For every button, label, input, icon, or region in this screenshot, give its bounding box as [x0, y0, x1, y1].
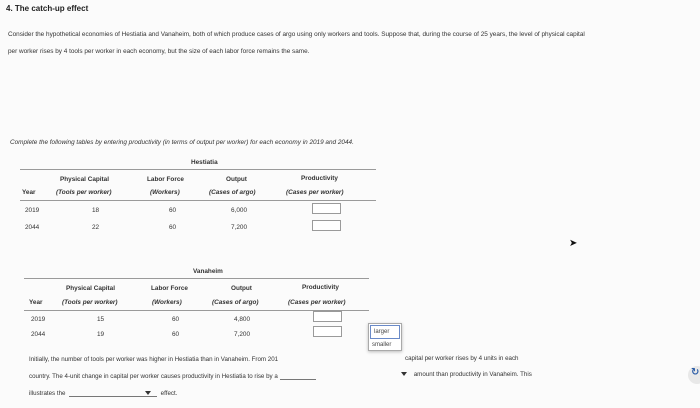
col-labor: Labor Force: [151, 285, 188, 292]
intro-paragraph: Consider the hypothetical economies of Hestiatia and Vanaheim, both of which produce cases of argo using only workers and tools. Suppose that, during the course of 25 years, the level of physical capital per worker rises by 4 tools per worker in each economy, but the size of each labor force remains the same.: [8, 31, 585, 55]
productivity-input-vanaheim-2019[interactable]: [313, 311, 342, 322]
col-productivity: Productivity: [301, 175, 338, 182]
col-year: Year: [29, 299, 43, 306]
productivity-input-hestiatia-2019[interactable]: [312, 203, 341, 214]
conclusion-text: effect.: [160, 390, 178, 397]
table-cell: 60: [169, 207, 177, 214]
col-labor: Labor Force: [147, 176, 184, 183]
productivity-input-hestiatia-2044[interactable]: [312, 220, 341, 231]
comparison-dropdown-menu[interactable]: [368, 323, 402, 351]
table-cell: 7,200: [231, 224, 247, 231]
question-title: 4. The catch-up effect: [6, 4, 89, 13]
col-productivity-unit: (Cases per worker): [286, 189, 344, 196]
dropdown-option-smaller[interactable]: smaller: [372, 342, 392, 348]
chevron-down-icon: [401, 372, 407, 376]
refresh-icon: ↻: [691, 367, 700, 378]
col-output-unit: (Cases of argo): [212, 299, 259, 306]
col-labor-unit: (Workers): [150, 189, 180, 196]
instructions: Complete the following tables by entering productivity (in terms of output per worker) for each economy in 2019 and 2044.: [10, 139, 354, 146]
table-cell: 18: [92, 207, 100, 214]
mouse-cursor-icon: ➤: [569, 238, 578, 249]
dropdown-option-larger[interactable]: larger: [370, 325, 400, 339]
conclusion-line-3: [29, 390, 177, 397]
col-capital: Physical Capital: [60, 176, 110, 183]
conclusion-line-1: [29, 356, 278, 363]
chevron-down-icon: [145, 391, 151, 395]
refresh-button[interactable]: [688, 366, 700, 384]
comparison-dropdown[interactable]: [280, 379, 316, 380]
table-cell: 4,800: [234, 316, 250, 323]
conclusion-line-1-post: capital per worker rises by 4 units in each: [405, 355, 519, 362]
table-cell: 6,000: [231, 207, 247, 214]
conclusion-line-2-post: [401, 371, 532, 378]
col-productivity: Productivity: [302, 284, 339, 291]
col-capital-unit: (Tools per worker): [62, 299, 118, 306]
table-cell: 15: [97, 316, 105, 323]
col-capital: Physical Capital: [66, 285, 116, 292]
table-cell: 60: [169, 224, 177, 231]
conclusion-line-2: [29, 373, 316, 380]
col-output: Output: [231, 285, 252, 292]
table-cell: 2044: [31, 331, 46, 338]
table-cell: 7,200: [234, 331, 250, 338]
conclusion-text: amount than productivity in Vanaheim. This: [413, 371, 532, 378]
table-cell: 2019: [25, 207, 40, 214]
table-cell: 2019: [31, 316, 46, 323]
col-output-unit: (Cases of argo): [209, 189, 256, 196]
effect-dropdown[interactable]: [69, 396, 157, 397]
table-cell: 60: [172, 316, 180, 323]
table-cell: 19: [97, 331, 105, 338]
productivity-input-vanaheim-2044[interactable]: [313, 326, 342, 337]
table-caption: Vanaheim: [193, 268, 223, 275]
col-labor-unit: (Workers): [152, 299, 182, 306]
table-cell: 60: [172, 331, 180, 338]
col-output: Output: [226, 176, 247, 183]
conclusion-text: Initially, the number of tools per worker was higher in Hestiatia than in Vanaheim. From 201: [29, 356, 279, 363]
col-productivity-unit: (Cases per worker): [288, 299, 346, 306]
table-cell: 22: [92, 224, 100, 231]
conclusion-text: country. The 4-unit change in capital per worker causes productivity in Hestiatia to rise by a: [29, 373, 278, 380]
table-caption: Hestiatia: [191, 159, 218, 166]
conclusion-text: illustrates the: [29, 390, 66, 397]
col-year: Year: [22, 189, 36, 196]
table-cell: 2044: [25, 224, 40, 231]
col-capital-unit: (Tools per worker): [56, 189, 112, 196]
